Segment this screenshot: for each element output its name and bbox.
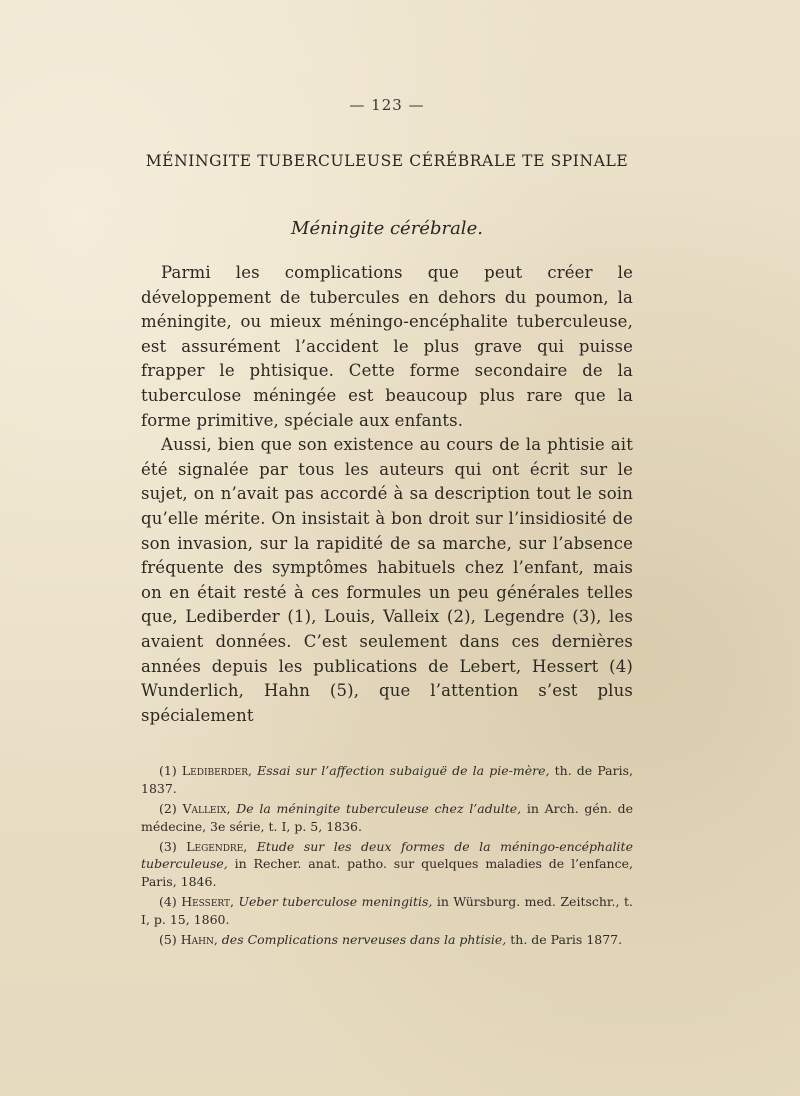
footnote-author: Hessert, [181,894,235,910]
footnote [141,838,633,890]
footnote-number: (4) [159,894,177,910]
section-title: Méningite cérébrale. [291,218,483,239]
paragraph: Parmi les complications que peut créer le développement de tubercules en dehors du poumon, la méningite, ou mieux méningo-encéphalite tuberculeuse, est assurément l’accident le plus grave qui puisse frapper le phtisique. Cette forme secondaire de la tuberculose méningée est beaucoup plus rare que la forme primitive, spéciale aux enfants. [141,263,633,430]
paragraph: Aussi, bien que son existence au cours de la phtisie ait été signalée par tous les auteurs qui ont écrit sur le sujet, on n’avait pas accordé à sa description tout le soin qu’elle mérite. On insistait à bon droit sur l’insidiosité de son invasion, sur la rapidité de sa marche, sur l’absence fréquente des symptômes habituels chez l’enfant, mais on en était resté à ces formules un peu générales telles que, Lediberder (1), Louis, Valleix (2), Legendre (3), les avaient données. C’est seulement dans ces dernières années depuis les publications de Lebert, Hessert (4) Wunderlich, Hahn (5), que l’attention s’est plus spécialement [141,435,633,725]
footnote-title: Essai sur l’affection subaiguë de la pie-mère, [257,763,550,779]
footnote-title: des Complications nerveuses dans la phtisie, [221,931,507,947]
footnote-author: Legendre, [186,838,248,854]
footnotes [141,762,633,948]
footnote-number: (2) [159,801,177,817]
footnote [141,800,633,835]
footnote-title: De la méningite tuberculeuse chez l’adulte, [236,801,522,817]
footnote-title: Etude sur les deux formes de la méningo-encéphalite tuberculeuse, [141,838,633,872]
footnote-number: (1) [159,763,177,779]
footnote-author: Valleix, [182,801,231,817]
chapter-title: MÉNINGITE TUBERCULEUSE CÉRÉBRALE TE SPINALE [145,152,629,170]
footnote-title: Ueber tuberculose meningitis, [238,894,433,910]
book-page [141,96,633,951]
footnote [141,931,633,948]
footnote-author: Hahn, [180,931,218,947]
footnote-reference: in Arch. gén. de médecine, 3e série, t. I, p. 5, 1836. [141,801,633,834]
footnote-number: (3) [159,838,177,854]
footnote-reference: in Recher. anat. patho. sur quelques maladies de l’enfance, Paris, 1846. [141,856,633,889]
body-text [141,261,633,728]
footnote-author: Lediberder, [181,763,252,779]
footnote-reference: th. de Paris, 1837. [141,763,633,796]
footnote-reference: in Würsburg. med. Zeitschr., t. I, p. 15, 1860. [141,894,633,927]
footnote [141,762,633,797]
footnote-reference: th. de Paris 1877. [510,931,623,947]
footnote [141,893,633,928]
footnote-number: (5) [159,931,177,947]
page-number: — 123 — [349,96,425,114]
